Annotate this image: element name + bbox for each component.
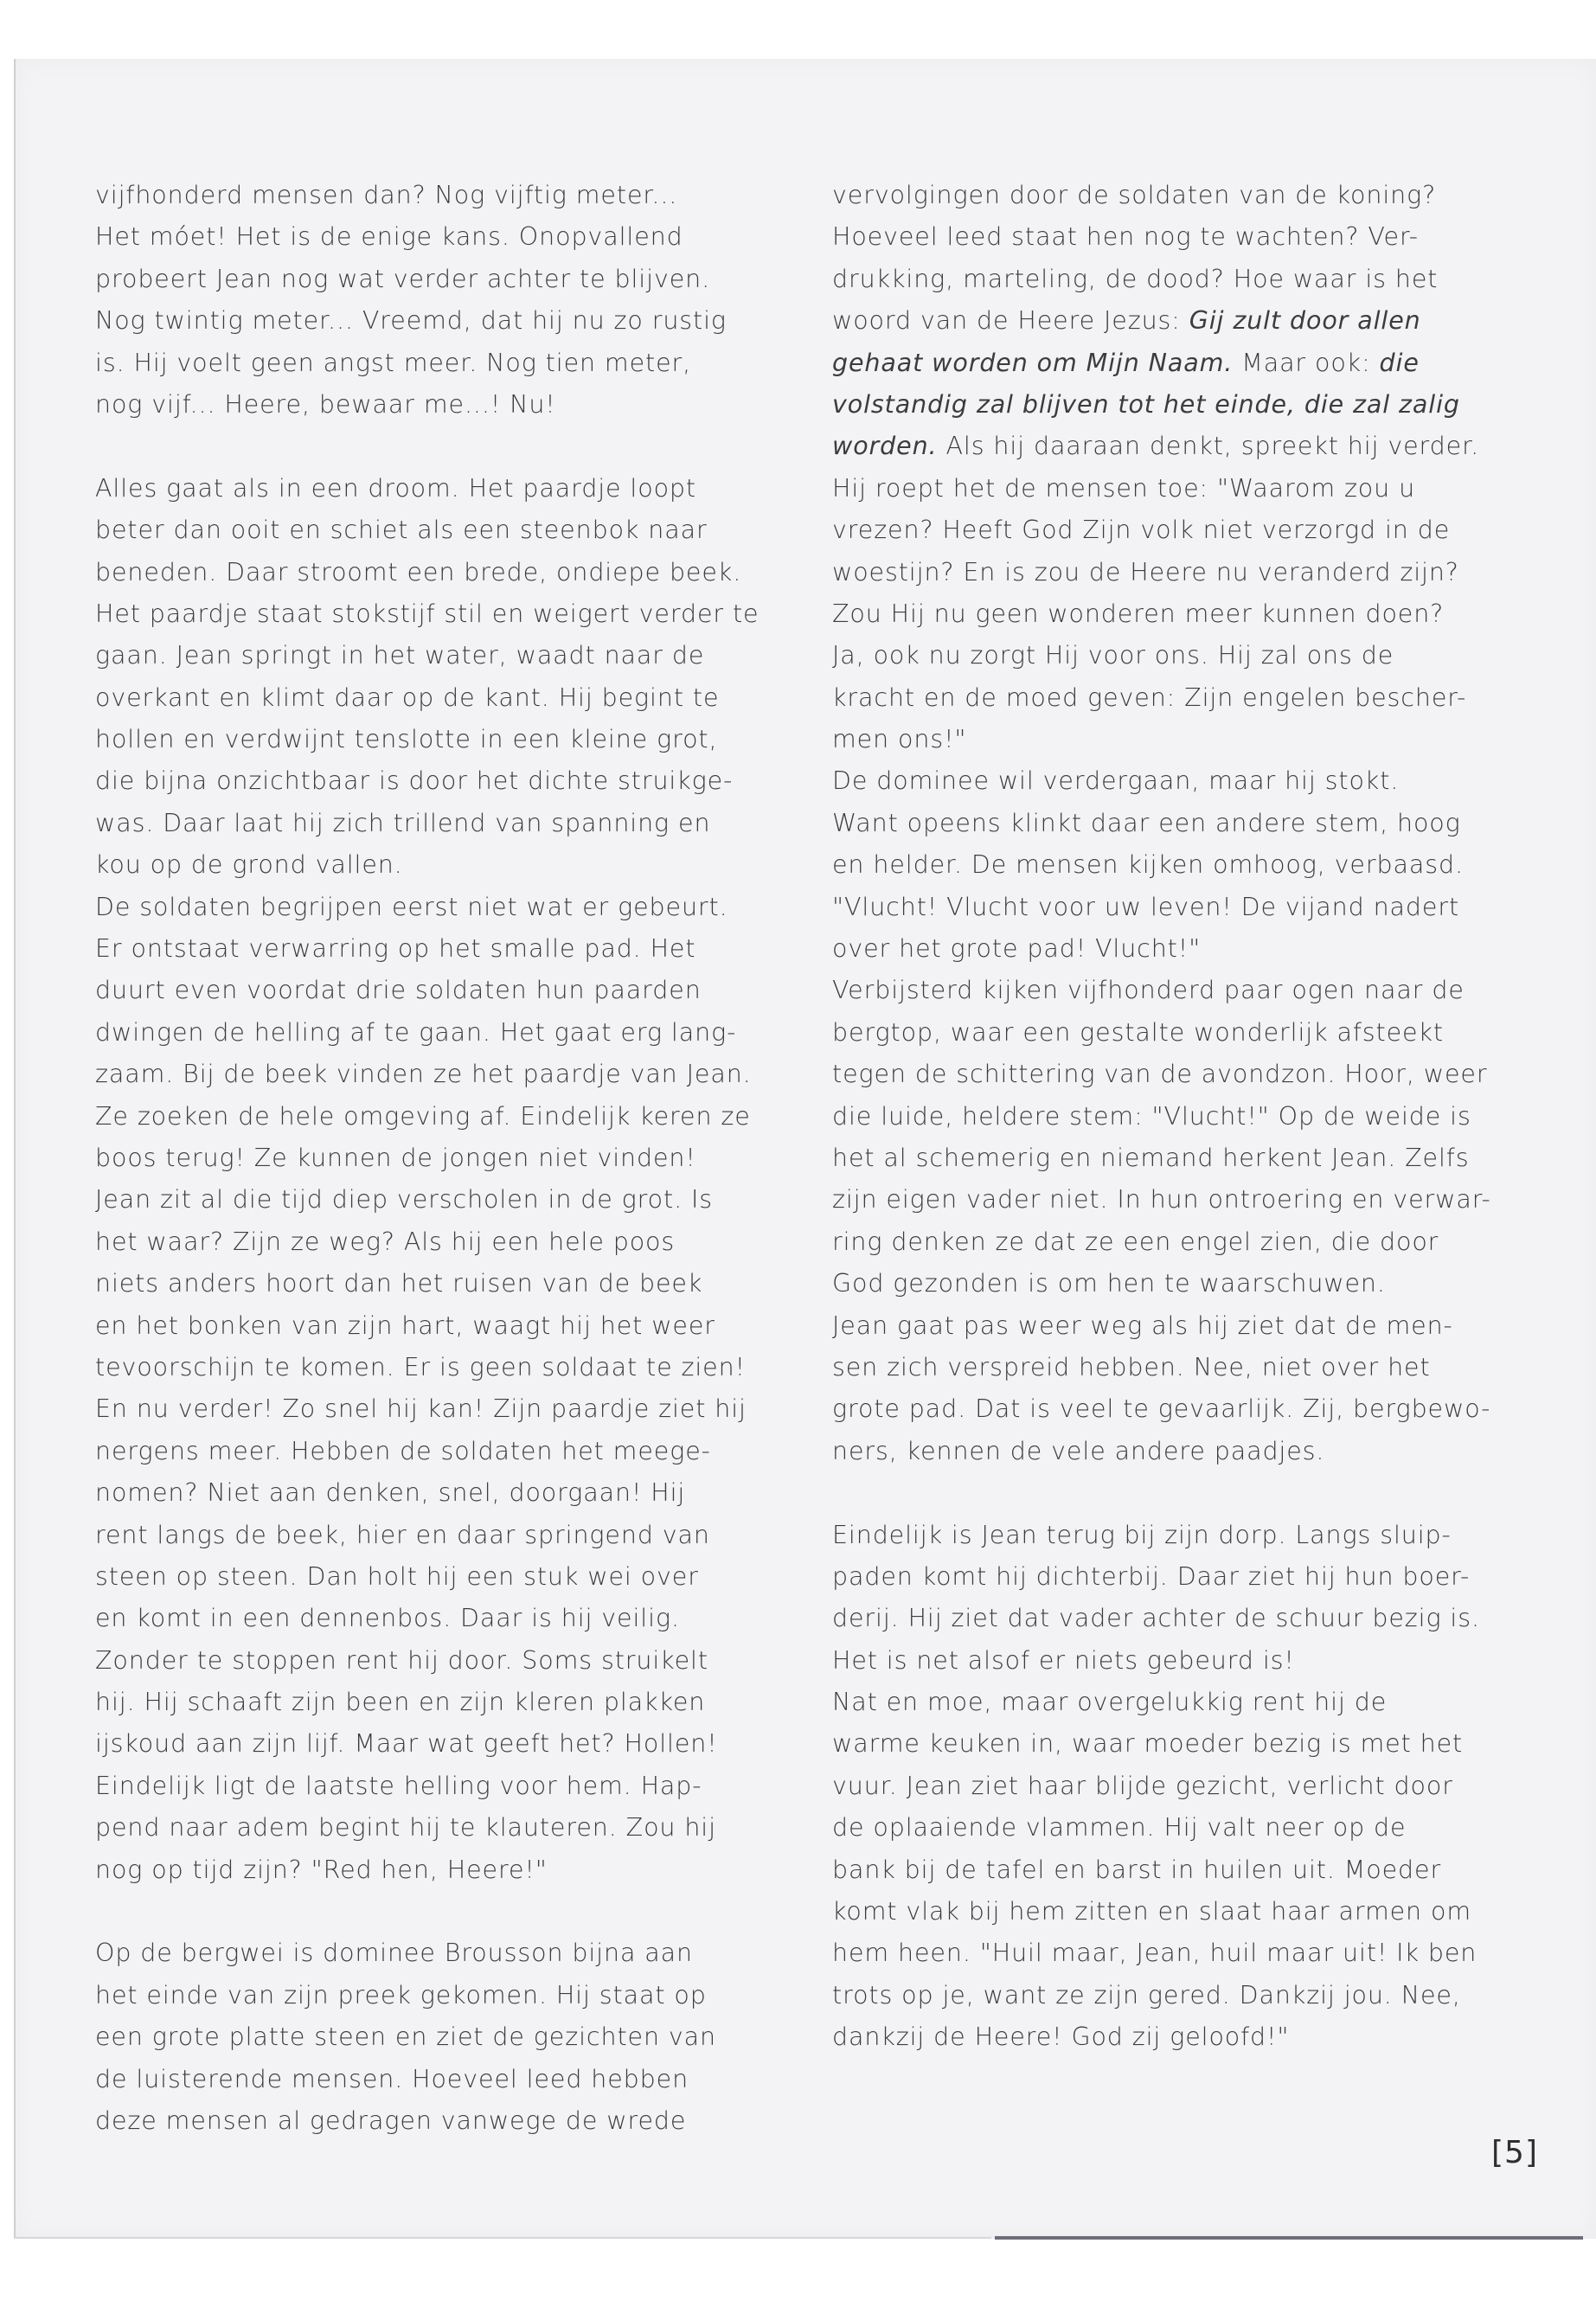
- text-line: kou op de grond vallen.: [95, 850, 403, 880]
- divider: [995, 2236, 1583, 2240]
- text-line: tevoorschijn te komen. Er is geen soldaat te zien!: [95, 1352, 746, 1381]
- text-line: Want opeens klinkt daar een andere stem, hoog: [832, 808, 1461, 837]
- text-line: Ze zoeken de hele omgeving af. Eindelijk keren ze: [95, 1101, 751, 1131]
- text-line: [832, 343, 1507, 384]
- paragraph: [832, 175, 1507, 1472]
- scripture-quote: worden.: [832, 432, 938, 461]
- text-line: sen zich verspreid hebben. Nee, niet over het: [832, 1352, 1431, 1381]
- text-line: vervolgingen door de soldaten van de koning?: [832, 181, 1437, 209]
- paragraph: [832, 1515, 1507, 2059]
- text-line: nomen? Niet aan denken, snel, doorgaan! Hij: [95, 1478, 686, 1508]
- text-line: beter dan ooit en schiet als een steenbok naar: [95, 516, 708, 545]
- text-line: nog vijf... Heere, bewaar me...! Nu!: [95, 389, 556, 419]
- text-line: deze mensen al gedragen vanwege de wrede: [95, 2106, 687, 2135]
- text-line: duurt even voordat drie soldaten hun paarden: [95, 976, 702, 1005]
- text-line: Hij roept het de mensen toe: "Waarom zou u: [832, 473, 1416, 503]
- scripture-quote: Gij zult door allen: [1189, 306, 1421, 336]
- text-line: drukking, marteling, de dood? Hoe waar is het: [832, 264, 1439, 293]
- text-line: rent langs de beek, hier en daar springend van: [95, 1520, 710, 1549]
- text-line: probeert Jean nog wat verder achter te blijven.: [95, 264, 711, 293]
- text-line: Hoeveel leed staat hen nog te wachten? Ver-: [832, 222, 1419, 252]
- text-line: bank bij de tafel en barst in huilen uit. Moeder: [832, 1855, 1442, 1884]
- text-line: komt vlak bij hem zitten en slaat haar armen om: [832, 1897, 1471, 1926]
- text-line: hollen en verdwijnt tenslotte in een kleine grot,: [95, 725, 718, 754]
- page-sheet: [14, 59, 1596, 2239]
- text-line: niets anders hoort dan het ruisen van de beek: [95, 1269, 703, 1298]
- text-line: zijn eigen vader niet. In hun ontroering en verwar-: [832, 1185, 1491, 1215]
- text-line: was. Daar laat hij zich trillend van spanning en: [95, 808, 711, 837]
- text-line: en helder. De mensen kijken omhoog, verbaasd.: [832, 850, 1464, 880]
- text-line: boos terug! Ze kunnen de jongen niet vinden!: [95, 1143, 696, 1172]
- paragraph: [95, 468, 770, 1891]
- text-line: Zonder te stoppen rent hij door. Soms struikelt: [95, 1645, 708, 1675]
- text-line: vrezen? Heeft God Zijn volk niet verzorgd in de: [832, 516, 1451, 545]
- text-line: die bijna onzichtbaar is door het dichte struikge-: [95, 766, 734, 796]
- text-line: hij. Hij schaaft zijn been en zijn kleren plakken: [95, 1688, 706, 1717]
- text-line: een grote platte steen en ziet de gezichten van: [95, 2022, 716, 2052]
- text-line: gaan. Jean springt in het water, waadt naar de: [95, 641, 705, 670]
- text-line: paden komt hij dichterbij. Daar ziet hij hun boer-: [832, 1561, 1471, 1591]
- text-line: nog op tijd zijn? "Red hen, Heere!": [95, 1855, 548, 1884]
- text-span: Als hij daaraan denkt, spreekt hij verder.: [937, 432, 1480, 461]
- paragraph-gap: [832, 1472, 1507, 1514]
- text-line: woestijn? En is zou de Heere nu veranderd zijn?: [832, 557, 1459, 586]
- text-line: vuur. Jean ziet haar blijde gezicht, verlicht door: [832, 1771, 1453, 1800]
- text-line: Jean gaat pas weer weg als hij ziet dat de men-: [832, 1311, 1453, 1340]
- left-column: [95, 175, 770, 2142]
- text-line: derij. Hij ziet dat vader achter de schuur bezig is.: [832, 1604, 1480, 1633]
- text-line: [832, 384, 1507, 426]
- paragraph-gap: [95, 1891, 770, 1932]
- text-line: grote pad. Dat is veel te gevaarlijk. Zij, bergbewo-: [832, 1394, 1491, 1424]
- text-line: ijskoud aan zijn lijf. Maar wat geeft het? Hollen!: [95, 1729, 718, 1759]
- divider: [14, 2237, 991, 2239]
- text-line: men ons!": [832, 725, 967, 754]
- text-line: zaam. Bij de beek vinden ze het paardje van Jean.: [95, 1060, 752, 1089]
- paragraph: [95, 1932, 770, 2142]
- text-line: en komt in een dennenbos. Daar is hij veilig.: [95, 1604, 680, 1633]
- paragraph-gap: [95, 426, 770, 467]
- text-line: De dominee wil verdergaan, maar hij stokt.: [832, 766, 1400, 796]
- text-line: "Vlucht! Vlucht voor uw leven! De vijand nadert: [832, 892, 1460, 921]
- text-line: Het paardje staat stokstijf stil en weigert verder te: [95, 599, 760, 628]
- text-line: Zou Hij nu geen wonderen meer kunnen doen?: [832, 599, 1445, 628]
- text-line: die luide, heldere stem: "Vlucht!" Op de weide is: [832, 1101, 1471, 1131]
- text-line: Het móet! Het is de enige kans. Onopvallend: [95, 222, 683, 252]
- text-line: ring denken ze dat ze een engel zien, die door: [832, 1227, 1439, 1256]
- text-line: En nu verder! Zo snel hij kan! Zijn paardje ziet hij: [95, 1394, 747, 1424]
- text-line: het waar? Zijn ze weg? Als hij een hele poos: [95, 1227, 676, 1256]
- scripture-quote: gehaat worden om Mijn Naam.: [832, 348, 1234, 377]
- text-span: Maar ook:: [1233, 348, 1380, 377]
- text-line: vijfhonderd mensen dan? Nog vijftig meter...: [95, 181, 678, 209]
- text-line: Eindelijk ligt de laatste helling voor hem. Hap-: [95, 1771, 702, 1800]
- text-line: trots op je, want ze zijn gered. Dankzij jou. Nee,: [832, 1980, 1461, 2009]
- text-line: Ja, ook nu zorgt Hij voor ons. Hij zal ons de: [832, 641, 1394, 670]
- text-line: de luisterende mensen. Hoeveel leed hebben: [95, 2064, 689, 2093]
- text-line: De soldaten begrijpen eerst niet wat er gebeurt.: [95, 892, 728, 921]
- text-line: [832, 300, 1507, 342]
- text-line: bergtop, waar een gestalte wonderlijk afsteekt: [832, 1017, 1444, 1047]
- text-line: dwingen de helling af te gaan. Het gaat erg lang-: [95, 1017, 737, 1047]
- text-line: ners, kennen de vele andere paadjes.: [832, 1436, 1325, 1465]
- text-line: God gezonden is om hen te waarschuwen.: [832, 1269, 1386, 1298]
- text-line: over het grote pad! Vlucht!": [832, 934, 1202, 964]
- text-line: het einde van zijn preek gekomen. Hij staat op: [95, 1980, 707, 2009]
- text-line: Alles gaat als in een droom. Het paardje loopt: [95, 473, 696, 503]
- scripture-quote: die: [1379, 348, 1420, 377]
- scripture-quote: volstandig zal blijven tot het einde, die zal zalig: [832, 389, 1460, 419]
- text-line: warme keuken in, waar moeder bezig is met het: [832, 1729, 1464, 1759]
- text-line: en het bonken van zijn hart, waagt hij het weer: [95, 1311, 715, 1340]
- text-line: Op de bergwei is dominee Brousson bijna aan: [95, 1939, 693, 1968]
- text-line: Nog twintig meter... Vreemd, dat hij nu zo rustig: [95, 306, 727, 336]
- text-line: Het is net alsof er niets gebeurd is!: [832, 1645, 1295, 1675]
- text-line: overkant en klimt daar op de kant. Hij begint te: [95, 683, 720, 712]
- text-line: Jean zit al die tijd diep verscholen in de grot. Is: [95, 1185, 714, 1215]
- text-line: beneden. Daar stroomt een brede, ondiepe beek.: [95, 557, 742, 586]
- text-line: Er ontstaat verwarring op het smalle pad. Het: [95, 934, 696, 964]
- text-line: Nat en moe, maar overgelukkig rent hij de: [832, 1688, 1388, 1717]
- text-line: tegen de schittering van de avondzon. Hoor, weer: [832, 1060, 1488, 1089]
- right-column: [832, 175, 1507, 2059]
- text-line: kracht en de moed geven: Zijn engelen bescher-: [832, 683, 1467, 712]
- text-line: is. Hij voelt geen angst meer. Nog tien meter,: [95, 348, 692, 377]
- text-line: steen op steen. Dan holt hij een stuk wei over: [95, 1561, 699, 1591]
- paragraph: [95, 175, 770, 426]
- text-line: hem heen. "Huil maar, Jean, huil maar uit! Ik ben: [832, 1939, 1477, 1968]
- text-line: het al schemerig en niemand herkent Jean. Zelfs: [832, 1143, 1470, 1172]
- text-line: pend naar adem begint hij te klauteren. Zou hij: [95, 1813, 716, 1843]
- text-line: de oplaaiende vlammen. Hij valt neer op de: [832, 1813, 1407, 1843]
- text-line: Verbijsterd kijken vijfhonderd paar ogen naar de: [832, 976, 1465, 1005]
- text-line: Eindelijk is Jean terug bij zijn dorp. Langs sluip-: [832, 1520, 1452, 1549]
- text-line: nergens meer. Hebben de soldaten het meege-: [95, 1436, 711, 1465]
- text-span: woord van de Heere Jezus:: [832, 306, 1189, 336]
- page-number: [5]: [1491, 2135, 1538, 2170]
- text-line: [832, 426, 1507, 467]
- text-line: dankzij de Heere! God zij geloofd!": [832, 2022, 1290, 2052]
